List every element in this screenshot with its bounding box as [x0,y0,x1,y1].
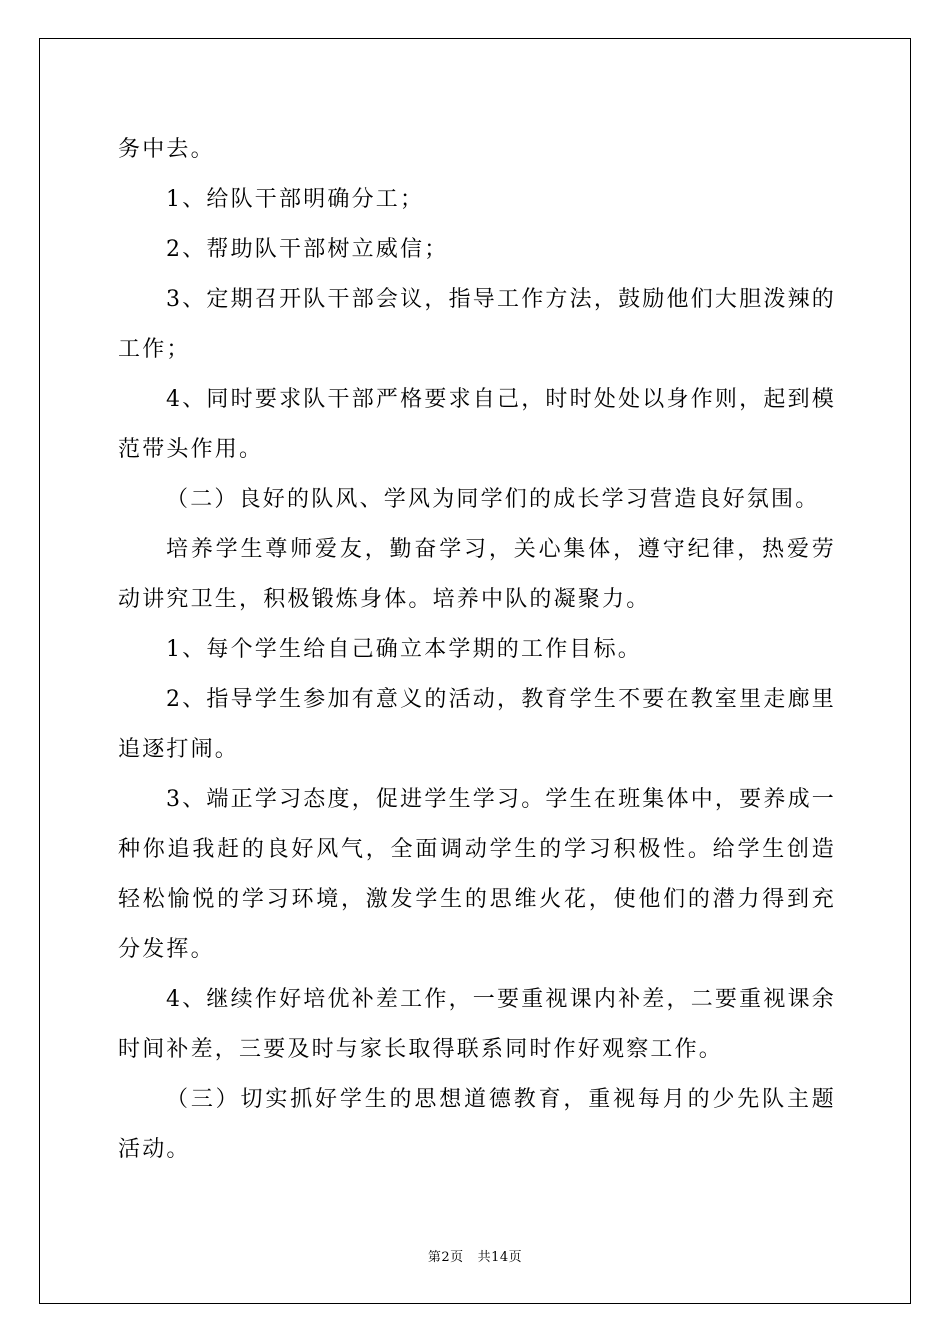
paragraph-goal-3: 3、端正学习态度，促进学生学习。学生在班集体中，要养成一种你追我赶的良好风气，全面调动学生的学习积极性。给学生创造轻松愉悦的学习环境，激发学生的思维火花，使他们的潜力得到充分发挥。 [118,787,836,962]
paragraph-goal-1: 1、每个学生给自己确立本学期的工作目标。 [166,637,642,662]
paragraph-item-1: 1、给队干部明确分工； [166,187,425,212]
paragraph-item-4: 4、同时要求队干部严格要求自己，时时处处以身作则，起到模范带头作用。 [118,387,836,462]
paragraph-goal-2: 2、指导学生参加有意义的活动，教育学生不要在教室里走廊里追逐打闹。 [118,687,836,762]
paragraph-continuation: 务中去。 [118,137,215,162]
section-heading-2: （二）良好的队风、学风为同学们的成长学习营造良好氛围。 [166,487,820,512]
section-heading-3: （三）切实抓好学生的思想道德教育，重视每月的少先队主题活动。 [118,1087,836,1162]
paragraph-item-2: 2、帮助队干部树立威信； [166,237,449,262]
document-body [118,125,836,1175]
page-number: 第2页 [427,1250,464,1265]
paragraph-item-3: 3、定期召开队干部会议，指导工作方法，鼓励他们大胆泼辣的工作； [118,287,836,362]
page-footer [0,1248,950,1268]
total-pages: 共14页 [477,1250,523,1265]
paragraph-intro: 培养学生尊师爱友，勤奋学习，关心集体，遵守纪律，热爱劳动讲究卫生，积极锻炼身体。培养中队的凝聚力。 [118,537,836,612]
paragraph-goal-4: 4、继续作好培优补差工作，一要重视课内补差，二要重视课余时间补差，三要及时与家长取得联系同时作好观察工作。 [118,987,836,1062]
